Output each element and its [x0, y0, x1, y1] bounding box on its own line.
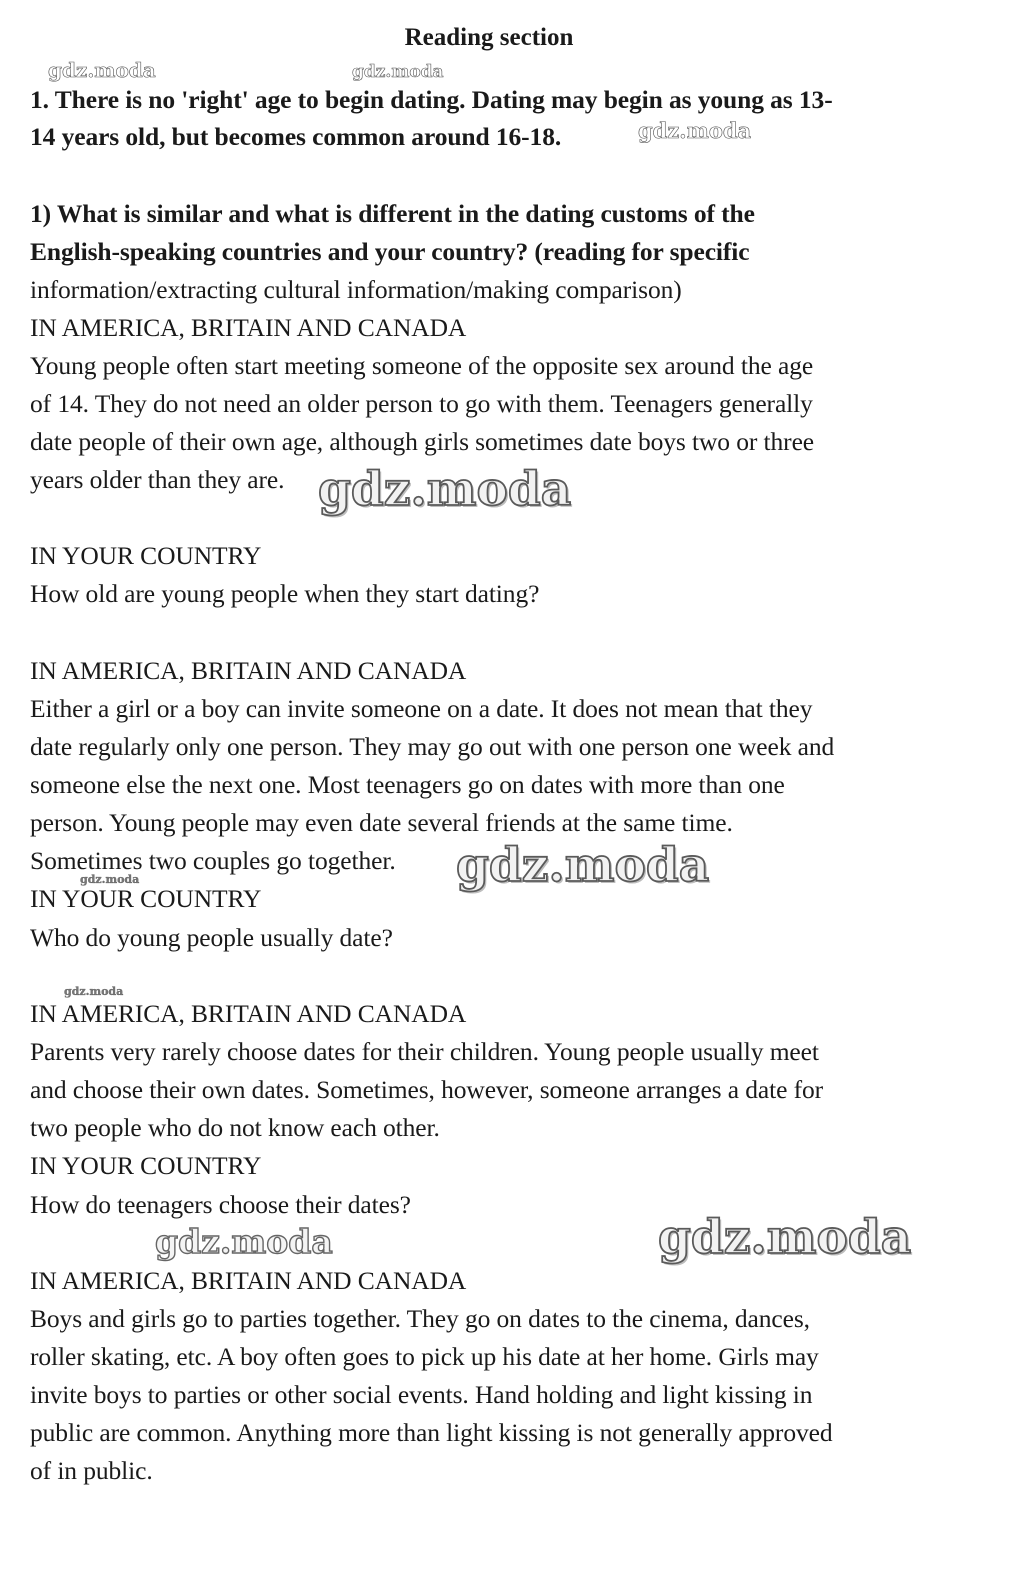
- section-heading-your-country: IN YOUR COUNTRY: [30, 541, 262, 570]
- paragraph-line: date regularly only one person. They may go out with one person one week and: [30, 732, 835, 761]
- paragraph-line: and choose their own dates. Sometimes, however, someone arranges a date for: [30, 1075, 824, 1104]
- paragraph-line: roller skating, etc. A boy often goes to pick up his date at her home. Girls may: [30, 1342, 819, 1371]
- question-prompt: Who do young people usually date?: [30, 923, 393, 952]
- paragraph-line: Boys and girls go to parties together. They go on dates to the cinema, dances,: [30, 1304, 810, 1333]
- watermark: gdz.moda: [658, 1210, 912, 1265]
- intro-line-2: 14 years old, but becomes common around 16-18.: [30, 122, 562, 151]
- paragraph-line: years older than they are.: [30, 465, 285, 494]
- watermark: gdz.moda: [456, 838, 710, 893]
- section-heading-your-country: IN YOUR COUNTRY: [30, 1151, 262, 1180]
- section-heading-abc: IN AMERICA, BRITAIN AND CANADA: [30, 1266, 467, 1295]
- question-prompt: How do teenagers choose their dates?: [30, 1190, 411, 1219]
- question-line-2: English-speaking countries and your country? (reading for specific: [30, 237, 750, 266]
- watermark: gdz.moda: [155, 1222, 333, 1261]
- watermark: gdz.moda: [80, 873, 140, 886]
- question-line-1: 1) What is similar and what is different in the dating customs of the: [30, 199, 755, 228]
- paragraph-line: date people of their own age, although girls sometimes date boys two or three: [30, 427, 815, 456]
- question-prompt: How old are young people when they start dating?: [30, 579, 540, 608]
- paragraph-line: Sometimes two couples go together.: [30, 846, 396, 875]
- paragraph-line: person. Young people may even date several friends at the same time.: [30, 808, 733, 837]
- intro-line-1: 1. There is no 'right' age to begin dating. Dating may begin as young as 13-: [30, 85, 833, 114]
- watermark: gdz.moda: [318, 462, 572, 517]
- paragraph-line: public are common. Anything more than light kissing is not generally approved: [30, 1418, 833, 1447]
- section-heading-abc: IN AMERICA, BRITAIN AND CANADA: [30, 999, 467, 1028]
- watermark: gdz.moda: [352, 62, 444, 82]
- paragraph-line: two people who do not know each other.: [30, 1113, 440, 1142]
- paragraph-line: invite boys to parties or other social events. Hand holding and light kissing in: [30, 1380, 813, 1409]
- watermark: gdz.moda: [48, 58, 156, 82]
- section-heading-abc: IN AMERICA, BRITAIN AND CANADA: [30, 656, 467, 685]
- watermark: gdz.moda: [638, 118, 752, 143]
- paragraph-line: someone else the next one. Most teenagers go on dates with more than one: [30, 770, 785, 799]
- paragraph-line: of in public.: [30, 1456, 153, 1485]
- section-heading-abc: IN AMERICA, BRITAIN AND CANADA: [30, 313, 467, 342]
- paragraph-line: Parents very rarely choose dates for their children. Young people usually meet: [30, 1037, 819, 1066]
- page-title: Reading section: [404, 24, 574, 51]
- watermark: gdz.moda: [64, 985, 124, 998]
- question-line-3: information/extracting cultural information/making comparison): [30, 275, 682, 304]
- paragraph-line: of 14. They do not need an older person to go with them. Teenagers generally: [30, 389, 813, 418]
- paragraph-line: Either a girl or a boy can invite someone on a date. It does not mean that they: [30, 694, 813, 723]
- paragraph-line: Young people often start meeting someone of the opposite sex around the age: [30, 351, 814, 380]
- section-heading-your-country: IN YOUR COUNTRY: [30, 884, 262, 913]
